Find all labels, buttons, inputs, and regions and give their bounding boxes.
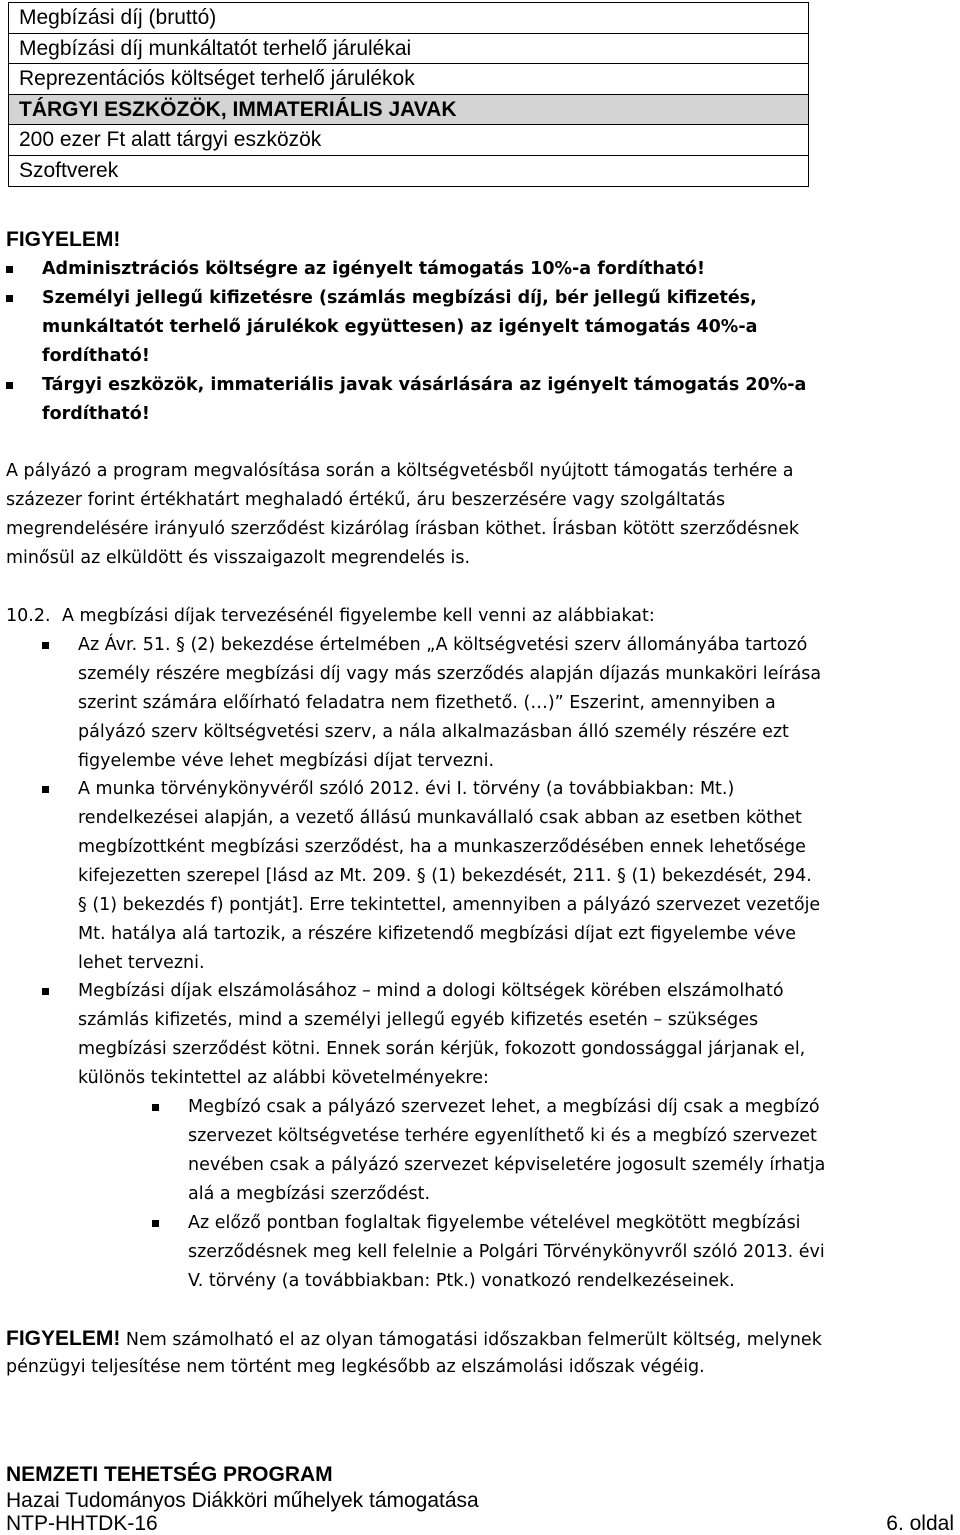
footer-page-number: 6. oldal <box>886 1512 954 1535</box>
bullet-avr-line: figyelembe véve lehet megbízási díjat tervezni. <box>78 751 495 771</box>
bullet-mt-line: megbízottként megbízási szerződést, ha a munkaszerződésében ennek lehetősége <box>78 837 806 857</box>
bullet-mt-line: lehet tervezni. <box>78 953 205 973</box>
warning-2-line-1 <box>6 1324 822 1355</box>
section-number: 10.2. <box>6 606 51 626</box>
para-line: százezer forint értékhatárt meghaladó értékű, áru beszerzésére vagy szolgáltatás <box>6 490 726 510</box>
warning-item-personal-l3: fordítható! <box>42 346 150 366</box>
sub-bullet-line: Megbízó csak a pályázó szervezet lehet, a megbízási díj csak a megbízó <box>188 1097 820 1117</box>
bullet-mdk-line: számlás kifizetés, mind a személyi jellegű egyéb kifizetés esetén – szükséges <box>78 1010 759 1030</box>
bullet-mdk-line: Megbízási díjak elszámolásához – mind a dologi költségek körében elszámolható <box>78 981 784 1001</box>
warning-item-personal-l2: munkáltatót terhelő járulékok együttesen) az igényelt támogatás 40%-a <box>42 317 758 337</box>
table-row: Megbízási díj munkáltatót terhelő járulékai <box>9 34 808 65</box>
section-title: A megbízási díjak tervezésénél figyelembe kell venni az alábbiakat: <box>62 606 655 626</box>
sub-bullet-line: Az előző pontban foglaltak figyelembe vételével megkötött megbízási <box>188 1213 801 1233</box>
warning-item-assets-l2: fordítható! <box>42 404 150 424</box>
warning-2-text: Nem számolható el az olyan támogatási időszakban felmerült költség, melynek <box>125 1330 822 1350</box>
warning-2-line-2: pénzügyi teljesítése nem történt meg legkésőbb az elszámolási időszak végéig. <box>6 1357 705 1377</box>
para-line: minősül az elküldött és visszaigazolt megrendelés is. <box>6 548 471 568</box>
footer-subtitle: Hazai Tudományos Diákköri műhelyek támogatása <box>6 1489 479 1512</box>
warning-item-personal-l1: Személyi jellegű kifizetésre (számlás megbízási díj, bér jellegű kifizetés, <box>42 288 757 308</box>
bullet-mdk-line: különös tekintettel az alábbi követelményekre: <box>78 1068 489 1088</box>
table-row: Reprezentációs költséget terhelő járulékok <box>9 64 808 95</box>
warning-title: FIGYELEM! <box>6 228 121 251</box>
sub-bullet-line: nevében csak a pályázó szervezet képviseletére jogosult személy írhatja <box>188 1155 826 1175</box>
bullet-icon <box>6 266 13 273</box>
sub-bullet-line: alá a megbízási szerződést. <box>188 1184 431 1204</box>
table-row: Megbízási díj (bruttó) <box>9 3 808 34</box>
bullet-icon <box>42 988 49 995</box>
sub-bullet-line: szerződésnek meg kell felelnie a Polgári Törvénykönyvről szóló 2013. évi <box>188 1242 825 1262</box>
para-line: A pályázó a program megvalósítása során a költségvetésből nyújtott támogatás terhére a <box>6 461 794 481</box>
bullet-mdk-line: megbízási szerződést kötni. Ennek során kérjük, fokozott gondossággal járjanak el, <box>78 1039 806 1059</box>
table-row: Szoftverek <box>19 158 119 182</box>
bullet-mt-line: A munka törvénykönyvéről szóló 2012. évi I. törvény (a továbbiakban: Mt.) <box>78 779 735 799</box>
warning-item-assets-l1: Tárgyi eszközök, immateriális javak vásárlására az igényelt támogatás 20%-a <box>42 375 807 395</box>
bullet-avr-line: személy részére megbízási díj vagy más szerződés alapján díjazás munkaköri leírása <box>78 664 822 684</box>
bullet-icon <box>42 642 49 649</box>
bullet-mt-line: kifejezetten szerepel [lásd az Mt. 209. § (1) bekezdését, 211. § (1) bekezdését, 294. <box>78 866 812 886</box>
bullet-avr-line: Az Ávr. 51. § (2) bekezdése értelmében „A költségvetési szerv állományába tartozó <box>78 635 808 655</box>
sub-bullet-icon <box>152 1104 159 1111</box>
table-row: 200 ezer Ft alatt tárgyi eszközök <box>9 125 808 156</box>
warning-item-admin: Adminisztrációs költségre az igényelt támogatás 10%-a fordítható! <box>42 259 706 279</box>
para-line: megrendelésére irányuló szerződést kizárólag írásban köthet. Írásban kötött szerződésnek <box>6 519 800 539</box>
warning-2-label: FIGYELEM! <box>6 1327 121 1350</box>
bullet-icon <box>6 295 13 302</box>
bullet-icon <box>42 786 49 793</box>
footer-program: NEMZETI TEHETSÉG PROGRAM <box>6 1463 333 1486</box>
bullet-mt-line: Mt. hatálya alá tartozik, a részére kifizetendő megbízási díjat ezt figyelembe véve <box>78 924 796 944</box>
bullet-avr-line: szerint számára előírható feladatra nem fizethető. (…)” Eszerint, amennyiben a <box>78 693 776 713</box>
bullet-icon <box>6 382 13 389</box>
bullet-mt-line: § (1) bekezdés f) pontját]. Erre tekintettel, amennyiben a pályázó szervezet vezetője <box>78 895 821 915</box>
sub-bullet-line: szervezet költségvetése terhére egyenlíthető ki és a megbízó szervezet <box>188 1126 817 1146</box>
bullet-mt-line: rendelkezései alapján, a vezető állású munkavállaló csak abban az esetben köthet <box>78 808 802 828</box>
table-row-category-header: TÁRGYI ESZKÖZÖK, IMMATERIÁLIS JAVAK <box>9 95 808 126</box>
footer-code: NTP-HHTDK-16 <box>6 1512 158 1535</box>
budget-items-table <box>8 2 809 187</box>
bullet-avr-line: pályázó szerv költségvetési szerv, a nála alkalmazásban álló személy részére ezt <box>78 722 789 742</box>
sub-bullet-line: V. törvény (a továbbiakban: Ptk.) vonatkozó rendelkezéseinek. <box>188 1271 735 1291</box>
sub-bullet-icon <box>152 1220 159 1227</box>
